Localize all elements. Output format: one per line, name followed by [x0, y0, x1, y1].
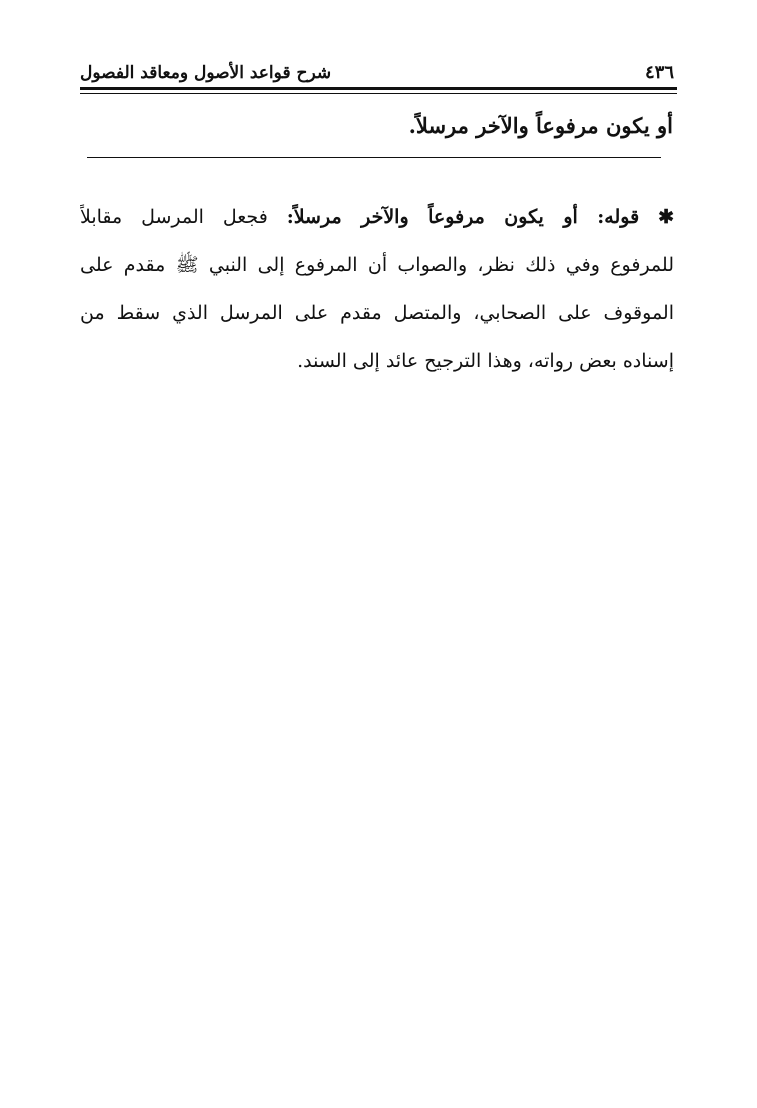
section-separator [87, 157, 661, 158]
page-number: ٤٣٦ [644, 62, 674, 83]
commentary-line-2: للمرفوع وفي ذلك نظر، والصواب أن المرفوع إلى النبي ﷺ مقدم على [80, 254, 674, 276]
running-title: شرح قواعد الأصول ومعاقد الفصول [80, 63, 332, 83]
commentary-line-3: الموقوف على الصحابي، والمتصل مقدم على المرسل الذي سقط من [80, 302, 674, 324]
asterisk-marker: ✱ [658, 206, 674, 228]
header-rule-thin [80, 93, 677, 94]
commentary-line-4: إسناده بعض رواته، وهذا الترجيح عائد إلى السند. [297, 350, 674, 372]
page-header [80, 58, 674, 88]
header-rule-thick [80, 87, 677, 90]
commentary-line-1-text: فجعل المرسل مقابلاً [80, 206, 268, 228]
matn-text: أو يكون مرفوعاً والآخر مرسلاً. [408, 113, 673, 138]
commentary-lemma: قوله: أو يكون مرفوعاً والآخر مرسلاً: [286, 206, 640, 228]
commentary-paragraph [80, 193, 674, 385]
commentary-line-1 [80, 193, 674, 241]
